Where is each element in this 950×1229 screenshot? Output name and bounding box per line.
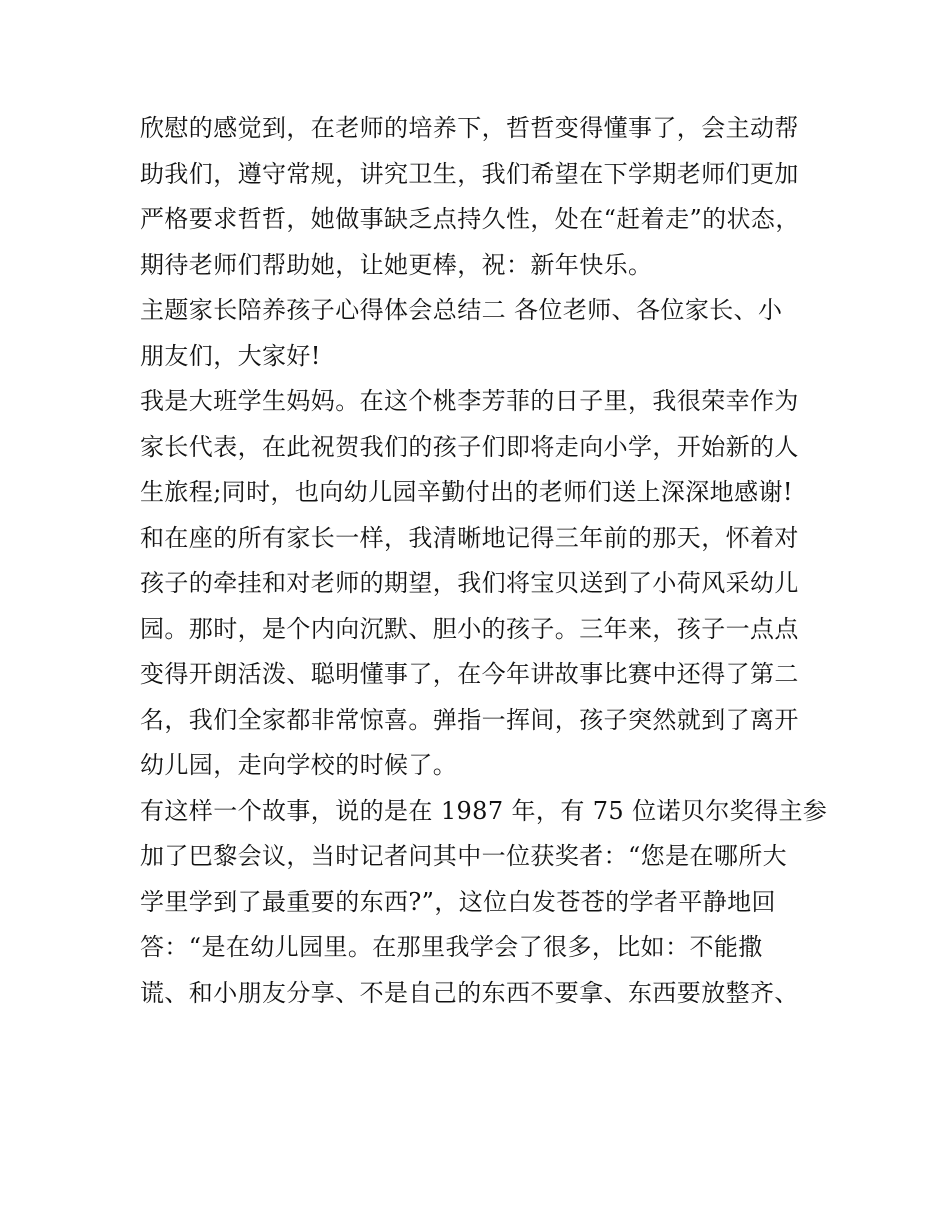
text-line: 家长代表，在此祝贺我们的孩子们即将走向小学，开始新的人 bbox=[140, 432, 799, 461]
text-line: 园。那时，是个内向沉默、胆小的孩子。三年来，孩子一点点 bbox=[140, 614, 799, 643]
text-line: 朋友们，大家好! bbox=[140, 341, 321, 370]
text-line: 加了巴黎会议，当时记者问其中一位获奖者：“您是在哪所大 bbox=[140, 842, 788, 870]
text-line: 助我们，遵守常规，讲究卫生，我们希望在下学期老师们更加 bbox=[140, 159, 799, 188]
text-line: 我是大班学生妈妈。在这个桃李芳菲的日子里，我很荣幸作为 bbox=[140, 387, 799, 415]
text-line: 谎、和小朋友分享、不是自己的东西不要拿、东西要放整齐、 bbox=[140, 978, 799, 1007]
text-line: 学里学到了最重要的东西?”，这位白发苍苍的学者平静地回 bbox=[140, 887, 776, 916]
text-line: 幼儿园，走向学校的时候了。 bbox=[140, 751, 458, 779]
text-line: 欣慰的感觉到，在老师的培养下，哲哲变得懂事了，会主动帮 bbox=[140, 114, 799, 142]
text-line: 孩子的牵挂和对老师的期望，我们将宝贝送到了小荷风采幼儿 bbox=[140, 569, 799, 597]
text-line: 期待老师们帮助她，让她更棒，祝：新年快乐。 bbox=[140, 250, 653, 279]
text-line: 生旅程;同时，也向幼儿园辛勤付出的老师们送上深深地感谢! bbox=[140, 478, 793, 506]
text-line: 名，我们全家都非常惊喜。弹指一挥间，孩子突然就到了离开 bbox=[140, 705, 799, 734]
text-line: 严格要求哲哲，她做事缺乏点持久性，处在“赶着走”的状态， bbox=[140, 205, 800, 233]
text-line: 答：“是在幼儿园里。在那里我学会了很多，比如：不能撒 bbox=[140, 933, 763, 961]
text-line: 和在座的所有家长一样，我清晰地记得三年前的那天，怀着对 bbox=[140, 523, 799, 552]
text-line: 变得开朗活泼、聪明懂事了，在今年讲故事比赛中还得了第二 bbox=[140, 660, 799, 688]
text-line: 主题家长陪养孩子心得体会总结二 各位老师、各位家长、小 bbox=[140, 296, 783, 324]
text-line: 有这样一个故事，说的是在 1987 年，有 75 位诺贝尔奖得主参 bbox=[140, 796, 828, 825]
document-body bbox=[140, 106, 830, 1016]
